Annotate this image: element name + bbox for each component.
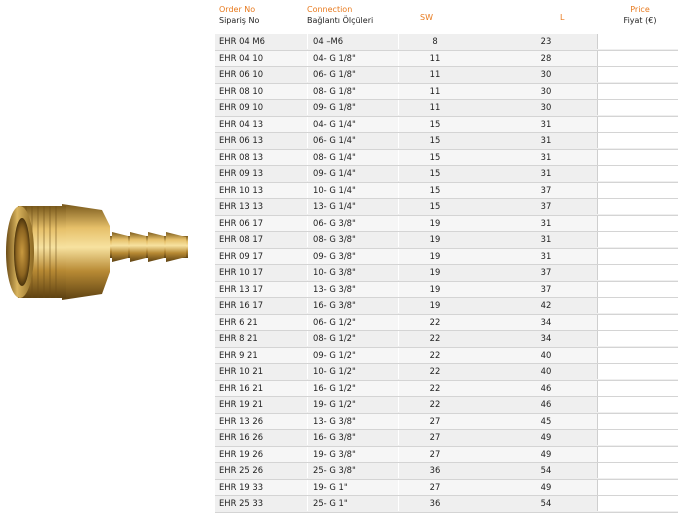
column-divider <box>398 67 399 82</box>
order-cell: EHR 6 21 <box>219 316 258 327</box>
order-cell: EHR 19 33 <box>219 481 264 492</box>
order-cell: EHR 09 10 <box>219 102 264 112</box>
table-row <box>215 84 678 101</box>
sw-cell: 27 <box>429 432 441 442</box>
column-divider <box>307 265 308 280</box>
column-divider <box>398 397 399 412</box>
sw-cell: 11 <box>429 85 441 96</box>
table-row <box>215 51 678 68</box>
order-cell: EHR 16 17 <box>219 300 264 310</box>
sw-cell: 22 <box>429 333 441 343</box>
l-cell: 37 <box>540 184 552 195</box>
column-divider <box>398 414 399 429</box>
sw-cell: 36 <box>429 498 441 508</box>
table-row <box>215 463 678 480</box>
column-divider <box>307 166 308 181</box>
l-cell: 49 <box>540 481 552 492</box>
table-row <box>215 265 678 282</box>
column-divider <box>307 183 308 198</box>
column-divider <box>307 51 308 66</box>
table-row <box>215 298 678 315</box>
order-cell: EHR 19 21 <box>219 399 264 409</box>
connection-cell: 25- G 3/8" <box>313 465 356 475</box>
column-divider <box>398 249 399 264</box>
order-cell: EHR 09 17 <box>219 250 264 261</box>
order-cell: EHR 13 17 <box>219 283 264 294</box>
order-cell: EHR 04 M6 <box>219 36 265 46</box>
column-divider <box>398 84 399 99</box>
l-cell: 54 <box>540 465 552 475</box>
l-cell: 34 <box>540 333 552 343</box>
column-divider <box>398 348 399 363</box>
l-cell: 31 <box>540 250 552 261</box>
table-row <box>215 397 678 414</box>
column-divider <box>307 331 308 346</box>
connection-cell: 25- G 1" <box>313 498 348 508</box>
order-cell: EHR 06 10 <box>219 69 264 79</box>
l-cell: 37 <box>540 201 552 211</box>
l-cell: 45 <box>540 415 552 426</box>
sw-cell: 22 <box>429 316 441 327</box>
connection-cell: 10- G 3/8" <box>313 267 356 277</box>
connection-cell: 06- G 1/4" <box>313 135 356 145</box>
hex-body <box>62 204 110 300</box>
table-row <box>215 183 678 200</box>
table-row <box>215 232 678 249</box>
table-row <box>215 315 678 332</box>
column-divider <box>307 232 308 247</box>
table-row <box>215 381 678 398</box>
connection-cell: 16- G 1/2" <box>313 382 356 393</box>
table-row <box>215 414 678 431</box>
connection-cell: 06- G 1/8" <box>313 69 356 79</box>
table-row <box>215 331 678 348</box>
l-cell: 40 <box>540 366 552 376</box>
table-row <box>215 496 678 513</box>
sw-cell: 22 <box>429 366 441 376</box>
header-price <box>610 4 670 34</box>
price-cell <box>597 331 679 346</box>
order-cell: EHR 19 26 <box>219 448 264 459</box>
order-cell: EHR 08 13 <box>219 151 264 162</box>
table-row <box>215 117 678 134</box>
connection-cell: 16- G 3/8" <box>313 432 356 442</box>
connection-cell: 08- G 3/8" <box>313 234 356 244</box>
l-cell: 31 <box>540 118 552 129</box>
column-divider <box>398 199 399 214</box>
price-cell <box>597 51 679 66</box>
connection-cell: 13- G 3/8" <box>313 415 356 426</box>
order-cell: EHR 16 26 <box>219 432 264 442</box>
connection-cell: 08- G 1/4" <box>313 151 356 162</box>
column-divider <box>398 381 399 396</box>
header-connection-en: Connection <box>307 5 353 14</box>
l-cell: 34 <box>540 316 552 327</box>
column-divider <box>398 100 399 115</box>
sw-cell: 19 <box>429 234 441 244</box>
table-row <box>215 150 678 167</box>
table-row <box>215 447 678 464</box>
price-cell <box>597 315 679 330</box>
price-cell <box>597 298 679 313</box>
column-divider <box>307 381 308 396</box>
column-divider <box>307 199 308 214</box>
connection-cell: 04- G 1/4" <box>313 118 356 129</box>
price-cell <box>597 150 679 165</box>
order-cell: EHR 13 26 <box>219 415 264 426</box>
column-divider <box>307 414 308 429</box>
sw-cell: 15 <box>429 184 441 195</box>
connection-cell: 09- G 1/4" <box>313 168 356 178</box>
column-divider <box>307 216 308 231</box>
column-divider <box>398 496 399 511</box>
price-cell <box>597 348 679 363</box>
column-divider <box>398 117 399 132</box>
connection-cell: 09- G 3/8" <box>313 250 356 261</box>
column-divider <box>398 133 399 148</box>
price-cell <box>597 232 679 247</box>
order-cell: EHR 13 13 <box>219 201 264 211</box>
column-divider <box>307 397 308 412</box>
table-row <box>215 100 678 117</box>
connection-cell: 13- G 3/8" <box>313 283 356 294</box>
connection-cell: 16- G 3/8" <box>313 300 356 310</box>
price-cell <box>597 282 679 297</box>
column-divider <box>307 463 308 478</box>
header-connection <box>307 4 397 34</box>
price-cell <box>597 67 679 82</box>
column-divider <box>307 84 308 99</box>
order-cell: EHR 06 13 <box>219 135 264 145</box>
l-cell: 37 <box>540 283 552 294</box>
price-cell <box>597 199 679 214</box>
price-cell <box>597 216 679 231</box>
column-divider <box>307 100 308 115</box>
sw-cell: 15 <box>429 168 441 178</box>
order-cell: EHR 9 21 <box>219 349 258 360</box>
order-cell: EHR 10 13 <box>219 184 264 195</box>
column-divider <box>398 282 399 297</box>
l-cell: 42 <box>540 300 552 310</box>
column-divider <box>398 463 399 478</box>
header-price-tr: Fiyat (€) <box>623 16 657 25</box>
order-cell: EHR 04 13 <box>219 118 264 129</box>
price-cell <box>597 183 679 198</box>
column-divider <box>398 430 399 445</box>
column-divider <box>307 34 308 49</box>
price-cell <box>597 430 679 445</box>
table-row <box>215 199 678 216</box>
column-divider <box>398 166 399 181</box>
connection-cell: 04 –M6 <box>313 36 344 46</box>
column-divider <box>398 265 399 280</box>
l-cell: 31 <box>540 135 552 145</box>
order-cell: EHR 08 10 <box>219 85 264 96</box>
connection-cell: 10- G 1/2" <box>313 366 356 376</box>
order-cell: EHR 09 13 <box>219 168 264 178</box>
order-cell: EHR 25 33 <box>219 498 264 508</box>
column-divider <box>307 430 308 445</box>
column-divider <box>307 67 308 82</box>
barb-tail <box>100 232 188 262</box>
sw-cell: 19 <box>429 283 441 294</box>
column-divider <box>398 364 399 379</box>
connection-cell: 06- G 3/8" <box>313 217 356 228</box>
table-row <box>215 348 678 365</box>
table-row <box>215 216 678 233</box>
header-order-no <box>219 4 299 34</box>
table-row <box>215 67 678 84</box>
sw-cell: 15 <box>429 118 441 129</box>
sw-cell: 36 <box>429 465 441 475</box>
l-cell: 30 <box>540 85 552 96</box>
sw-cell: 11 <box>429 69 441 79</box>
price-cell <box>597 480 679 495</box>
column-divider <box>307 298 308 313</box>
column-divider <box>307 315 308 330</box>
column-divider <box>398 183 399 198</box>
order-cell: EHR 8 21 <box>219 333 258 343</box>
order-cell: EHR 10 17 <box>219 267 264 277</box>
l-cell: 49 <box>540 448 552 459</box>
sw-cell: 22 <box>429 399 441 409</box>
table-row <box>215 34 678 51</box>
column-divider <box>307 117 308 132</box>
column-divider <box>307 133 308 148</box>
sw-cell: 27 <box>429 481 441 492</box>
l-cell: 46 <box>540 382 552 393</box>
connection-cell: 09- G 1/2" <box>313 349 356 360</box>
l-cell: 46 <box>540 399 552 409</box>
price-cell <box>597 381 679 396</box>
l-cell: 40 <box>540 349 552 360</box>
connection-cell: 19- G 3/8" <box>313 448 356 459</box>
order-cell: EHR 25 26 <box>219 465 264 475</box>
price-cell <box>597 166 679 181</box>
column-divider <box>307 150 308 165</box>
sw-cell: 11 <box>429 52 441 63</box>
l-cell: 37 <box>540 267 552 277</box>
sw-cell: 19 <box>429 250 441 261</box>
l-cell: 31 <box>540 151 552 162</box>
connection-cell: 10- G 1/4" <box>313 184 356 195</box>
price-cell <box>597 496 679 511</box>
connection-cell: 04- G 1/8" <box>313 52 356 63</box>
sw-cell: 8 <box>432 36 438 46</box>
price-cell <box>597 117 679 132</box>
column-divider <box>398 216 399 231</box>
l-cell: 30 <box>540 102 552 112</box>
sw-cell: 22 <box>429 382 441 393</box>
price-cell <box>597 34 679 49</box>
l-cell: 23 <box>540 36 552 46</box>
connection-cell: 19- G 1" <box>313 481 348 492</box>
l-cell: 31 <box>540 168 552 178</box>
column-divider <box>398 150 399 165</box>
header-order-en: Order No <box>219 5 256 14</box>
l-cell: 28 <box>540 52 552 63</box>
price-cell <box>597 100 679 115</box>
column-divider <box>307 249 308 264</box>
price-cell <box>597 463 679 478</box>
price-cell <box>597 84 679 99</box>
sw-cell: 19 <box>429 267 441 277</box>
column-divider <box>307 282 308 297</box>
column-divider <box>398 51 399 66</box>
price-cell <box>597 249 679 264</box>
order-cell: EHR 06 17 <box>219 217 264 228</box>
order-cell: EHR 16 21 <box>219 382 264 393</box>
column-divider <box>398 331 399 346</box>
price-cell <box>597 133 679 148</box>
connection-cell: 09- G 1/8" <box>313 102 356 112</box>
column-divider <box>398 447 399 462</box>
order-cell: EHR 08 17 <box>219 234 264 244</box>
column-divider <box>398 232 399 247</box>
column-divider <box>398 34 399 49</box>
price-cell <box>597 397 679 412</box>
column-divider <box>307 480 308 495</box>
sw-cell: 15 <box>429 201 441 211</box>
connection-cell: 08- G 1/8" <box>313 85 356 96</box>
connection-cell: 06- G 1/2" <box>313 316 356 327</box>
product-image <box>0 196 200 326</box>
column-divider <box>307 364 308 379</box>
sw-cell: 22 <box>429 349 441 360</box>
header-order-tr: Sipariş No <box>219 16 260 25</box>
sw-cell: 15 <box>429 151 441 162</box>
price-cell <box>597 265 679 280</box>
l-cell: 54 <box>540 498 552 508</box>
table-row <box>215 166 678 183</box>
header-l: L <box>560 13 565 22</box>
column-divider <box>398 298 399 313</box>
order-cell: EHR 10 21 <box>219 366 264 376</box>
sw-cell: 15 <box>429 135 441 145</box>
connection-cell: 08- G 1/2" <box>313 333 356 343</box>
price-table <box>215 34 678 513</box>
sw-cell: 11 <box>429 102 441 112</box>
connection-cell: 13- G 1/4" <box>313 201 356 211</box>
column-divider <box>307 447 308 462</box>
sw-cell: 27 <box>429 448 441 459</box>
l-cell: 31 <box>540 217 552 228</box>
table-row <box>215 249 678 266</box>
price-cell <box>597 447 679 462</box>
column-divider <box>307 496 308 511</box>
table-row <box>215 430 678 447</box>
price-cell <box>597 414 679 429</box>
l-cell: 49 <box>540 432 552 442</box>
sw-cell: 27 <box>429 415 441 426</box>
column-divider <box>398 315 399 330</box>
l-cell: 30 <box>540 69 552 79</box>
price-cell <box>597 364 679 379</box>
table-row <box>215 480 678 497</box>
table-row <box>215 282 678 299</box>
header-price-en: Price <box>630 5 650 14</box>
header-connection-tr: Bağlantı Ölçüleri <box>307 16 374 25</box>
column-divider <box>398 480 399 495</box>
sw-cell: 19 <box>429 300 441 310</box>
header-sw: SW <box>420 13 433 22</box>
column-divider <box>307 348 308 363</box>
l-cell: 31 <box>540 234 552 244</box>
sw-cell: 19 <box>429 217 441 228</box>
table-row <box>215 133 678 150</box>
order-cell: EHR 04 10 <box>219 52 264 63</box>
table-row <box>215 364 678 381</box>
connection-cell: 19- G 1/2" <box>313 399 356 409</box>
